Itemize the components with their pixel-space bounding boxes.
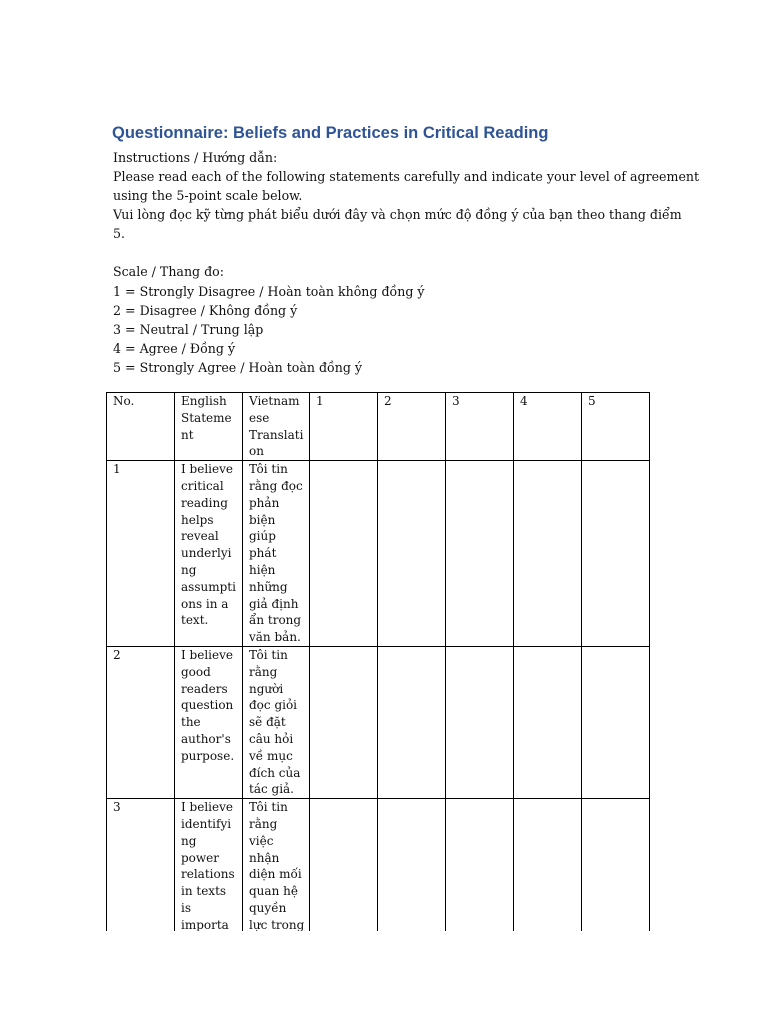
table-row <box>107 646 650 798</box>
header-scale-3: 3 <box>446 393 514 461</box>
rating-cell-5[interactable] <box>582 799 650 931</box>
header-scale-5: 5 <box>582 393 650 461</box>
row-number: 3 <box>107 799 175 931</box>
page-title: Questionnaire: Beliefs and Practices in Critical Reading <box>112 124 549 142</box>
rating-cell-1[interactable] <box>310 461 378 647</box>
rating-cell-3[interactable] <box>446 461 514 647</box>
row-number: 2 <box>107 646 175 798</box>
questionnaire-table-viewport <box>100 388 660 931</box>
rating-cell-1[interactable] <box>310 646 378 798</box>
rating-cell-1[interactable] <box>310 799 378 931</box>
rating-cell-4[interactable] <box>514 461 582 647</box>
header-scale-2: 2 <box>378 393 446 461</box>
header-english-statement: English Stateme nt <box>175 393 243 461</box>
row-vietnamese-translation: Tôi tin rằng việc nhận diện mối quan hệ quyền lực trong <box>243 799 310 931</box>
rating-cell-2[interactable] <box>378 799 446 931</box>
scale-item-2: 2 = Disagree / Không đồng ý <box>113 303 298 318</box>
row-english-statement: I believe good readers question the author's purpose. <box>175 646 243 798</box>
rating-cell-4[interactable] <box>514 646 582 798</box>
instructions-english-line-1: Please read each of the following statements carefully and indicate your level of agreement <box>113 169 700 184</box>
instructions-vietnamese-line-1: Vui lòng đọc kỹ từng phát biểu dưới đây và chọn mức độ đồng ý của bạn theo thang điểm <box>113 207 682 222</box>
scale-heading: Scale / Thang đo: <box>113 264 225 279</box>
rating-cell-4[interactable] <box>514 799 582 931</box>
scale-item-4: 4 = Agree / Đồng ý <box>113 341 236 356</box>
table-row <box>107 461 650 647</box>
row-english-statement: I believe identifyi ng power relations in texts is importa <box>175 799 243 931</box>
scale-item-1: 1 = Strongly Disagree / Hoàn toàn không đồng ý <box>113 284 425 299</box>
header-scale-4: 4 <box>514 393 582 461</box>
row-vietnamese-translation: Tôi tin rằng đọc phản biện giúp phát hiện những giả định ẩn trong văn bản. <box>243 461 310 647</box>
instructions-english-line-2: using the 5-point scale below. <box>113 188 303 203</box>
table-header-row <box>107 393 650 461</box>
row-number: 1 <box>107 461 175 647</box>
rating-cell-5[interactable] <box>582 461 650 647</box>
rating-cell-2[interactable] <box>378 646 446 798</box>
rating-cell-3[interactable] <box>446 646 514 798</box>
rating-cell-3[interactable] <box>446 799 514 931</box>
table-row <box>107 799 650 931</box>
row-english-statement: I believe critical reading helps reveal underlyi ng assumpti ons in a text. <box>175 461 243 647</box>
row-vietnamese-translation: Tôi tin rằng người đọc giỏi sẽ đặt câu hỏi về mục đích của tác giả. <box>243 646 310 798</box>
rating-cell-2[interactable] <box>378 461 446 647</box>
header-scale-1: 1 <box>310 393 378 461</box>
scale-item-5: 5 = Strongly Agree / Hoàn toàn đồng ý <box>113 360 363 375</box>
instructions-vietnamese-line-2: 5. <box>113 226 126 241</box>
header-vietnamese-translation: Vietnam ese Translati on <box>243 393 310 461</box>
questionnaire-table <box>106 392 650 931</box>
rating-cell-5[interactable] <box>582 646 650 798</box>
header-no: No. <box>107 393 175 461</box>
instructions-heading: Instructions / Hướng dẫn: <box>113 150 278 165</box>
scale-item-3: 3 = Neutral / Trung lập <box>113 322 264 337</box>
